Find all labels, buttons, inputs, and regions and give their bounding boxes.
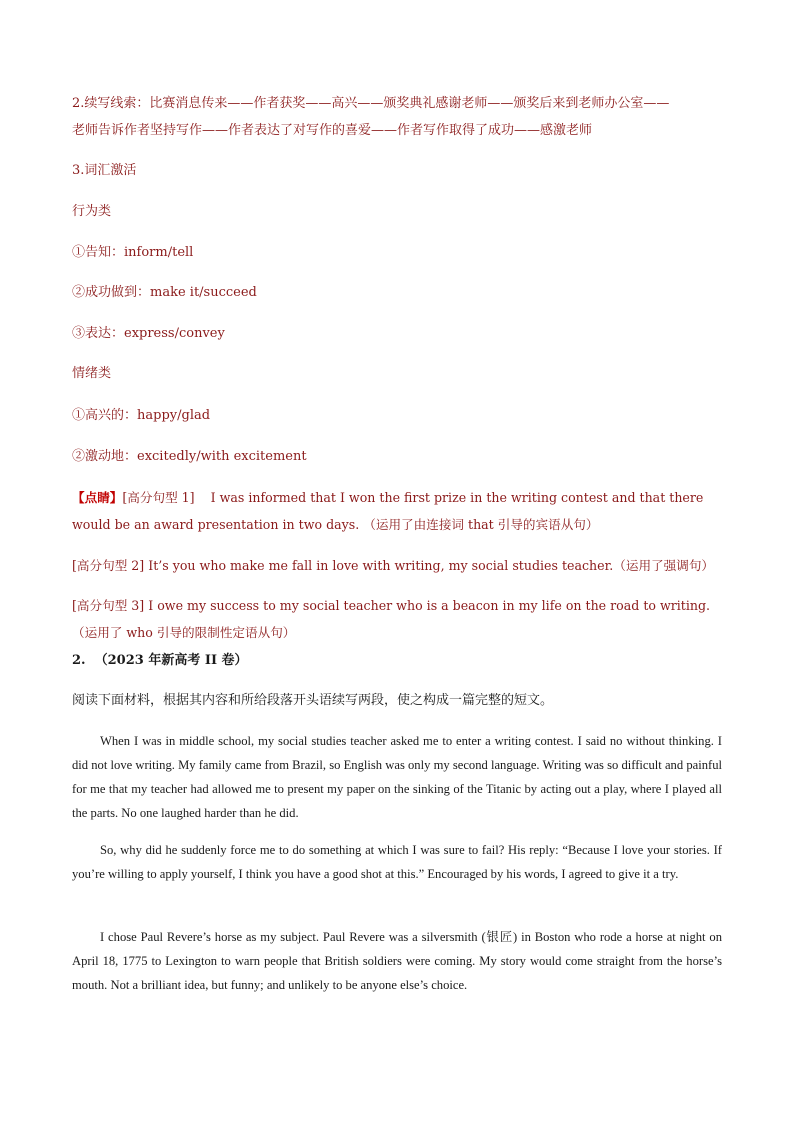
- vocab-item-succeed: ②成功做到：make it/succeed: [72, 285, 257, 300]
- sentence-2-label: [高分句型 2]: [72, 558, 145, 573]
- question-number: 2.: [72, 653, 86, 668]
- sentence-1-text: I was informed that I won the first prize in the writing contest and that there would be an award presentation in two days.: [72, 490, 704, 532]
- highlight-sentence-3: [72, 592, 722, 646]
- highlight-sentence-2: [72, 552, 722, 579]
- vocab-item-excitedly: ②激动地：excitedly/with excitement: [72, 449, 307, 464]
- sentence-3-label: [高分句型 3]: [72, 598, 145, 613]
- highlight-tag: 【点睛】: [72, 490, 123, 505]
- vocab-item-inform: ①告知：inform/tell: [72, 245, 194, 260]
- sentence-1-note: （运用了由连接词 that 引导的宾语从句）: [363, 517, 599, 532]
- sentence-3-note: （运用了 who 引导的限制性定语从句）: [72, 625, 296, 640]
- question-instruction: 阅读下面材料，根据其内容和所给段落开头语续写两段，使之构成一篇完整的短文。: [72, 693, 554, 708]
- question-header: [72, 647, 722, 675]
- sentence-2-note: （运用了强调句）: [613, 558, 714, 573]
- question-source: （2023 年新高考 II 卷）: [94, 653, 248, 668]
- clue-line-2: 老师告诉作者坚持写作——作者表达了对写作的喜爱——作者写作取得了成功——感激老师: [72, 123, 593, 138]
- vocab-item-express: ③表达：express/convey: [72, 326, 225, 341]
- passage-paragraph-3: I chose Paul Revere’s horse as my subject. Paul Revere was a silversmith (银匠) in Boston who rode a horse at night on April 18, 1775 to Lexington to warn people that British soldiers were coming. My story would come straight from the horse’s mouth. Not a brilliant idea, but funny; and unlikely to be anyone else’s choice.: [72, 930, 722, 992]
- vocab-category-action: 行为类: [72, 204, 112, 219]
- highlight-sentence-1: [72, 484, 722, 538]
- clue-line-1: 2.续写线索：比赛消息传来——作者获奖——高兴——颁奖典礼感谢老师——颁奖后来到老师办公室——: [72, 96, 670, 111]
- sentence-3-text: I owe my success to my social teacher who is a beacon in my life on the road to writing.: [148, 598, 711, 613]
- vocab-category-emotion: 情绪类: [72, 366, 112, 381]
- vocab-title: 3.词汇激活: [72, 163, 137, 178]
- sentence-2-text: It’s you who make me fall in love with writing, my social studies teacher.: [148, 558, 614, 573]
- passage-paragraph-2: So, why did he suddenly force me to do something at which I was sure to fail? His reply: “Because I love your stories. If you’re willing to apply yourself, I think you have a good shot at this.” Encouraged by his words, I agreed to give it a try.: [72, 843, 722, 881]
- passage-paragraph-1: When I was in middle school, my social studies teacher asked me to enter a writing contest. I said no without thinking. I did not love writing. My family came from Brazil, so English was only my second language. Writing was so difficult and painful for me that my teacher had allowed me to present my paper on the sinking of the Titanic by acting out a play, where I played all the parts. No one laughed harder than he did.: [72, 734, 722, 820]
- sentence-1-label: [高分句型 1]: [122, 490, 195, 505]
- vocab-item-happy: ①高兴的：happy/glad: [72, 408, 211, 423]
